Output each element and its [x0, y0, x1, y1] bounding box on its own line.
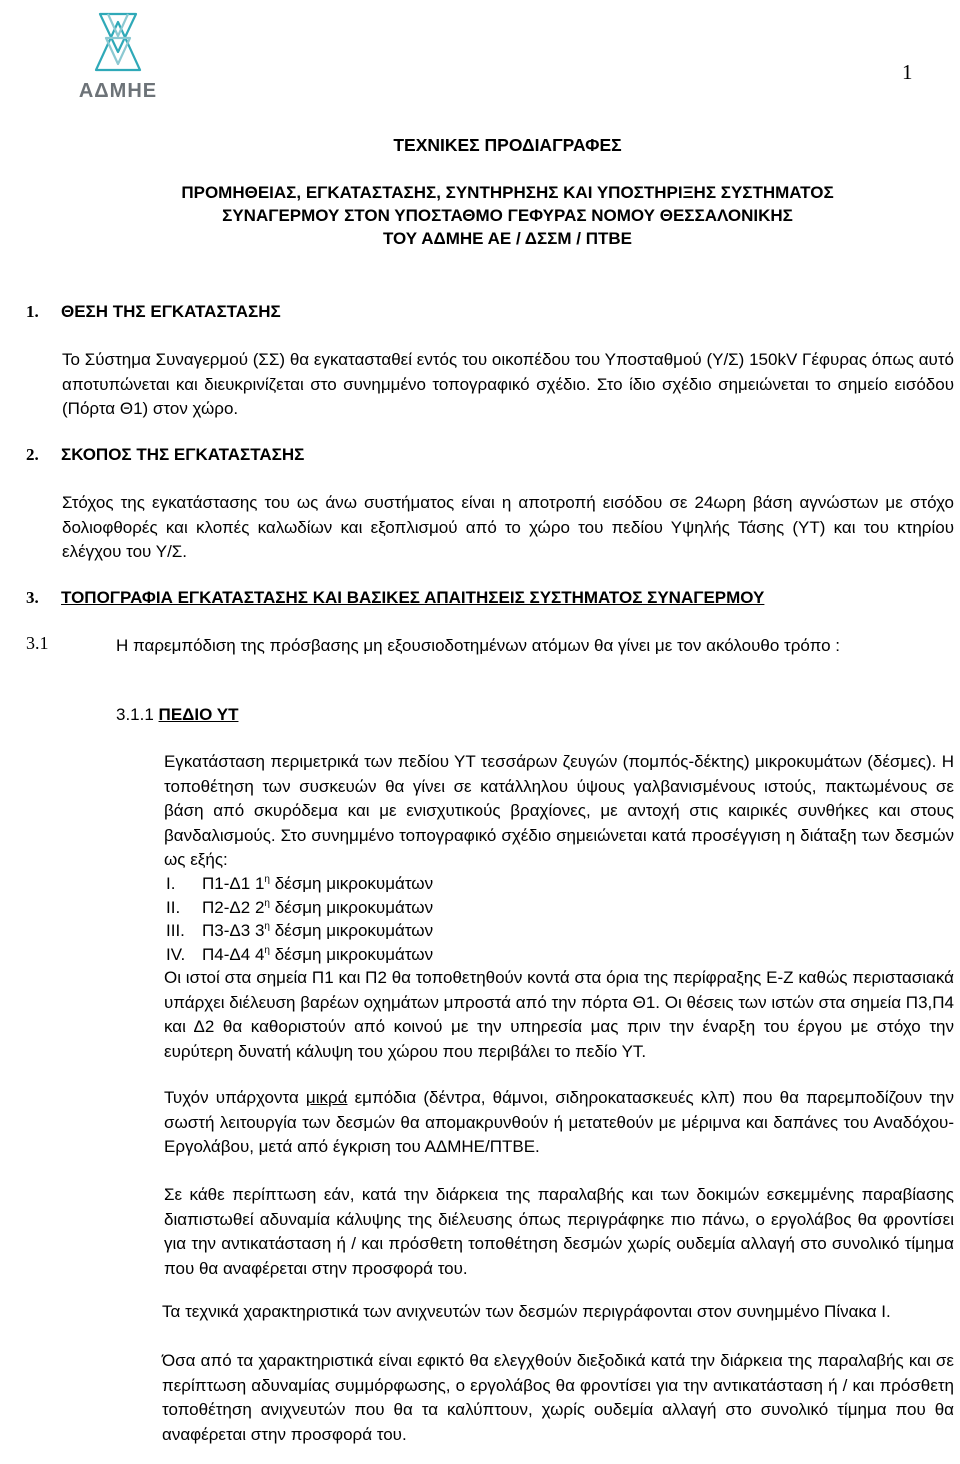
document-subtitle: [100, 181, 915, 250]
section-3-1-1-intro: Εγκατάσταση περιμετρικά των πεδίου ΥΤ τεσσάρων ζευγών (πομπός-δέκτης) μικροκυμάτων (δέσμες). Η τοποθέτηση των συσκευών θα γίνει σε κατάλληλου ύψους γαλβανισμένους ιστούς, πακτωμένους σε βάση από σκυρόδεμα και με ενισχυτικούς βραχίονες, με αντοχή στις καιρικές συνθήκες και στους βανδαλισμούς. Στο συνημμένο τοπογραφικό σχέδιο σημειώνεται κατά προσέγγιση η διάταξη των δεσμών ως εξής:: [164, 752, 954, 869]
beam-list: [166, 872, 666, 966]
subtitle-line: ΣΥΝΑΓΕΡΜΟΥ ΣΤΟΝ ΥΠΟΣΤΑΘΜΟ ΓΕΦΥΡΑΣ ΝΟΜΟΥ ΘΕΣΣΑΛΟΝΙΚΗΣ: [222, 206, 793, 225]
list-item: ΙΙΙ. Π3-Δ3 $3^\eta$ δέσμη μικροκυμάτων: [166, 921, 434, 940]
section-title: ΣΚΟΠΟΣ ΤΗΣ ΕΓΚΑΤΑΣΤΑΣΗΣ: [61, 445, 305, 464]
section-3-1-body: Η παρεμπόδιση της πρόσβασης μη εξουσιοδοτημένων ατόμων θα γίνει με τον ακόλουθο τρόπο :: [116, 636, 841, 655]
section-2-body: Στόχος της εγκατάστασης του ως άνω συστήματος είναι η αποτροπή εισόδου σε 24ωρη βάση αγνώστων με στόχο δολιοφθορές και κλοπές καλωδίων και εξοπλισμού από το χώρο του πεδίου Υψηλής Τάσης (ΥΤ) και του κτηρίου ελέγχου του Υ/Σ.: [62, 493, 954, 561]
section-title: ΘΕΣΗ ΤΗΣ ΕΓΚΑΤΑΣΤΑΣΗΣ: [61, 302, 281, 321]
section-number: 2.: [26, 445, 39, 464]
failure-paragraph: Σε κάθε περίπτωση εάν, κατά την διάρκεια της παραλαβής και των δοκιμών εσκεμμένης παραβίασης διαπιστωθεί αδυναμία κάλυψης της διέλευσης όπως περιγράφηκε πιο πάνω, ο εργολάβος θα φροντίσει για την αντικατάσταση ή / και πρόσθετη τοποθέτηση δεσμών χωρίς ουδεμία αλλαγή στο συνολικό τίμημα που θα αναφέρεται στην προσφορά του.: [164, 1185, 954, 1278]
section-3-heading: [26, 588, 764, 608]
section-1-heading: [26, 302, 281, 322]
list-item: Ι. Π1-Δ1 $1^\eta$ δέσμη μικροκυμάτων: [166, 874, 434, 893]
checks-paragraph: Όσα από τα χαρακτηριστικά είναι εφικτό θα ελεγχθούν διεξοδικά κατά την διάρκεια της παραλαβής και σε περίπτωση αδυναμίας συμμόρφωσης, ο εργολάβος θα φροντίσει για την αντικατάσταση ή / και πρόσθετη τοποθέτηση ανιχνευτών που θα τα καλύπτουν, χωρίς ουδεμία αλλαγή στο συνολικό τίμημα που θα αναφέρεται στην προσφορά του.: [162, 1351, 954, 1444]
section-3-1-1-heading: [116, 705, 238, 725]
obstacles-paragraph: Τυχόν υπάρχοντα μικρά εμπόδια (δέντρα, θάμνοι, σιδηροκατασκευές κλπ) που θα παρεμποδίζουν την σωστή λειτουργία των δεσμών θα απομακρυνθούν ή μετατεθούν με μέριμνα και δαπάνες του Αναδόχου-Εργολάβου, μετά από έγκριση του ΑΔΜΗΕ/ΠΤΒΕ.: [164, 1088, 954, 1156]
page-number: 1: [902, 60, 913, 84]
subtitle-line: ΠΡΟΜΗΘΕΙΑΣ, ΕΓΚΑΤΑΣΤΑΣΗΣ, ΣΥΝΤΗΡΗΣΗΣ ΚΑΙ ΥΠΟΣΤΗΡΙΞΗΣ ΣΥΣΤΗΜΑΤΟΣ: [181, 183, 834, 202]
list-item: IV. Π4-Δ4 $4^\eta$ δέσμη μικροκυμάτων: [166, 944, 434, 964]
table-reference-paragraph: Τα τεχνικά χαρακτηριστικά των ανιχνευτών των δεσμών περιγράφονται στον συνημμένο Πίνακα Ι.: [162, 1302, 891, 1321]
section-title: ΤΟΠΟΓΡΑΦΙΑ ΕΓΚΑΤΑΣΤΑΣΗΣ ΚΑΙ ΒΑΣΙΚΕΣ ΑΠΑΙΤΗΣΕΙΣ ΣΥΣΤΗΜΑΤΟΣ ΣΥΝΑΓΕΡΜΟΥ: [61, 588, 765, 607]
subtitle-line: ΤΟΥ ΑΔΜΗΕ ΑΕ / ΔΣΣΜ / ΠΤΒΕ: [382, 229, 632, 248]
section-number: 3.1.1: [116, 705, 154, 724]
section-1-body: Το Σύστημα Συναγερμού (ΣΣ) θα εγκατασταθεί εντός του οικοπέδου του Υποσταθμού (Υ/Σ) 150kV Γέφυρας όπως αυτό αποτυπώνεται και διευκρινίζεται στο συνημμένο τοπογραφικό σχέδιο. Στο ίδιο σχέδιο σημειώνεται το σημείο εισόδου (Πόρτα Θ1) στον χώρο.: [62, 350, 954, 418]
document-title: ΤΕΧΝΙΚΕΣ ΠΡΟΔΙΑΓΡΑΦΕΣ: [393, 135, 622, 155]
masts-paragraph: Οι ιστοί στα σημεία Π1 και Π2 θα τοποθετηθούν κοντά στα όρια της περίφραξης Ε-Ζ καθώς περιστασιακά υπάρχει διέλευση βαρέων οχημάτων μπροστά από την πόρτα Θ1. Οι θέσεις των ιστών στα σημεία Π3,Π4 και Δ2 θα καθοριστούν από κοινού με την υπηρεσία μας πριν την έναρξη του έργου με στόχο την ευρύτερη δυνατή κάλυψη του χώρου που περιβάλει το πεδίο ΥΤ.: [164, 968, 954, 1061]
section-2-heading: [26, 445, 304, 465]
logo-wordmark: ΑΔΜΗΕ: [78, 80, 158, 102]
company-logo: [62, 8, 174, 108]
list-item: ΙΙ. Π2-Δ2 $2^\eta$ δέσμη μικροκυμάτων: [166, 897, 434, 917]
section-number: 1.: [26, 302, 39, 321]
section-number: 3.: [26, 588, 39, 607]
section-title: ΠΕΔΙΟ ΥΤ: [158, 705, 239, 724]
section-3-1-number: 3.1: [26, 633, 49, 653]
